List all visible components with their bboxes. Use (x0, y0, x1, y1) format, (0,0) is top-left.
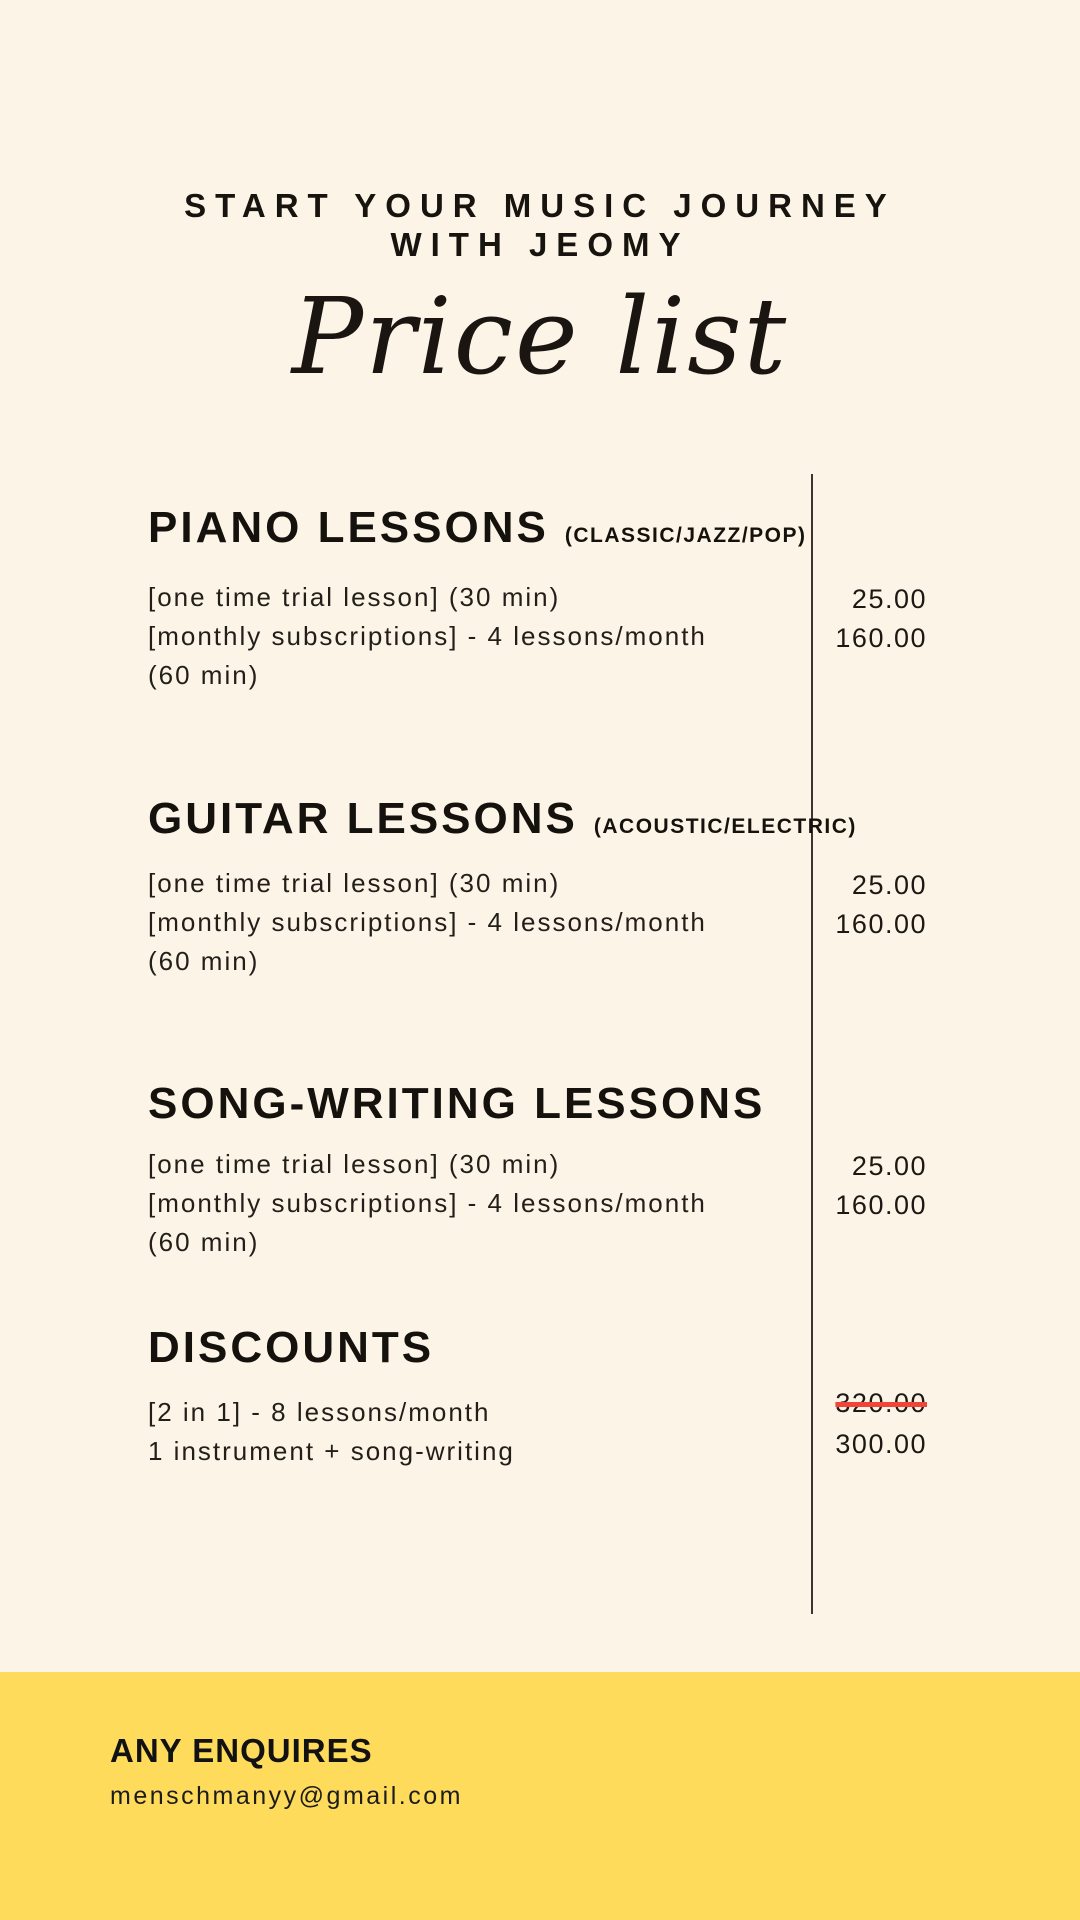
section-items-discounts (148, 1393, 515, 1471)
section-title-guitar (148, 794, 857, 843)
section-qualifier: (ACOUSTIC/ELECTRIC) (593, 815, 857, 838)
header-tagline (0, 186, 1080, 264)
tagline-line-2: WITH JEOMY (390, 226, 690, 263)
footer-heading: ANY ENQUIRES (110, 1732, 373, 1769)
section-title-text: PIANO LESSONS (148, 503, 549, 552)
price-songwriting-trial: 25.00 (851, 1151, 927, 1181)
section-title-text: DISCOUNTS (148, 1323, 435, 1372)
item-line: (60 min) (148, 1227, 260, 1257)
item-line: 1 instrument + song-writing (148, 1436, 515, 1466)
price-guitar-trial: 25.00 (851, 870, 927, 900)
contact-email: menschmanyy@gmail.com (110, 1782, 463, 1810)
script-title: Price list (291, 275, 789, 398)
price-piano-trial: 25.00 (851, 584, 927, 614)
item-line: (60 min) (148, 946, 260, 976)
item-line: [2 in 1] - 8 lessons/month (148, 1397, 491, 1427)
price-songwriting-monthly: 160.00 (835, 1190, 927, 1220)
section-items-songwriting (148, 1145, 707, 1262)
section-items-guitar (148, 864, 707, 981)
section-items-piano (148, 578, 707, 695)
footer-band (0, 1672, 1080, 1920)
item-line: [monthly subscriptions] - 4 lessons/month (148, 907, 707, 937)
price-discount-final: 300.00 (835, 1429, 927, 1459)
item-line: [one time trial lesson] (30 min) (148, 582, 561, 612)
section-title-text: GUITAR LESSONS (148, 794, 578, 843)
item-line: [one time trial lesson] (30 min) (148, 1149, 561, 1179)
section-title-piano (148, 503, 807, 552)
price-discount-original: 320.00 (835, 1388, 927, 1418)
price-guitar-monthly: 160.00 (835, 909, 927, 939)
item-line: [monthly subscriptions] - 4 lessons/month (148, 1188, 707, 1218)
tagline-line-1: START YOUR MUSIC JOURNEY (184, 187, 896, 224)
section-title-discounts (148, 1323, 435, 1372)
section-title-songwriting (148, 1079, 766, 1128)
item-line: [one time trial lesson] (30 min) (148, 868, 561, 898)
section-qualifier: (CLASSIC/JAZZ/POP) (564, 524, 807, 547)
section-title-text: SONG-WRITING LESSONS (148, 1079, 766, 1128)
item-line: (60 min) (148, 660, 260, 690)
item-line: [monthly subscriptions] - 4 lessons/month (148, 621, 707, 651)
price-piano-monthly: 160.00 (835, 623, 927, 653)
